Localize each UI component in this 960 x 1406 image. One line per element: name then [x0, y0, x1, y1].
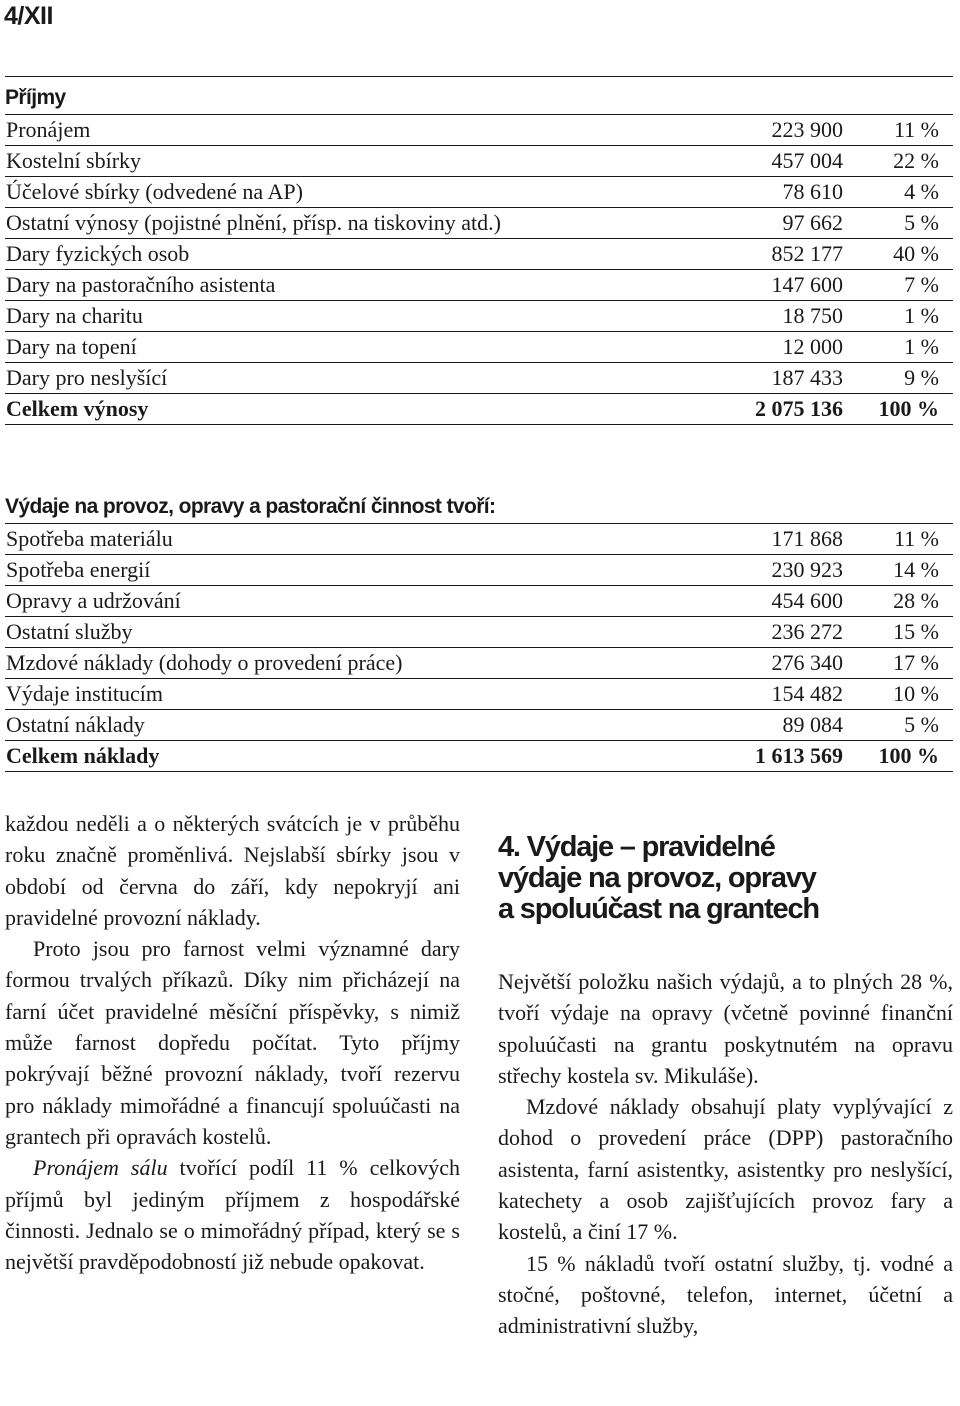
section-title-line: 4. Výdaje – pravidelné: [498, 831, 775, 863]
row-percent: 5 %: [847, 710, 953, 741]
row-label: Spotřeba energií: [5, 555, 703, 586]
row-percent: 14 %: [847, 555, 953, 586]
row-percent: 40 %: [847, 239, 953, 270]
expense-heading: Výdaje na provoz, opravy a pastorační činnost tvoří:: [5, 491, 953, 524]
paragraph: [5, 1152, 460, 1277]
expense-total-row: [5, 741, 953, 772]
table-row: [5, 710, 953, 741]
page-number: 4/XII: [4, 2, 53, 30]
left-text-column: [5, 808, 460, 1277]
row-percent: 5 %: [847, 208, 953, 239]
paragraph-rest: tvořící podíl 11 % celkových příjmů byl jediným příjmem z hospodářské činnosti. Jednalo se o mimořádný případ, který se s největší pravděpodobností již nebude opakovat.: [5, 1155, 460, 1275]
row-amount: 457 004: [703, 146, 847, 177]
total-amount: 1 613 569: [703, 741, 847, 772]
table-row: [5, 586, 953, 617]
row-amount: 236 272: [703, 617, 847, 648]
income-heading-row: [5, 82, 953, 115]
table-row: [5, 617, 953, 648]
row-percent: 7 %: [847, 270, 953, 301]
table-row: [5, 239, 953, 270]
row-amount: 187 433: [703, 363, 847, 394]
table-row: [5, 270, 953, 301]
row-percent: 22 %: [847, 146, 953, 177]
section-title-line: výdaje na provoz, opravy: [498, 862, 816, 894]
table-row: [5, 332, 953, 363]
row-percent: 28 %: [847, 586, 953, 617]
row-percent: 11 %: [847, 115, 953, 146]
table-row: [5, 648, 953, 679]
row-label: Ostatní služby: [5, 617, 703, 648]
emphasis: Pronájem sálu: [33, 1155, 168, 1181]
row-percent: 17 %: [847, 648, 953, 679]
row-label: Ostatní náklady: [5, 710, 703, 741]
paragraph: Největší položku našich výdajů, a to plných 28 %, tvoří výdaje na opravy (včetně povinné finanční spoluúčasti na grantu poskytnutém na opravu střechy kostela sv. Mikuláše).: [498, 969, 953, 1088]
expense-heading-row: [5, 491, 953, 524]
row-label: Dary pro neslyšící: [5, 363, 703, 394]
row-amount: 852 177: [703, 239, 847, 270]
row-amount: 89 084: [703, 710, 847, 741]
table-row: [5, 301, 953, 332]
row-label: Kostelní sbírky: [5, 146, 703, 177]
row-amount: 454 600: [703, 586, 847, 617]
row-label: Spotřeba materiálu: [5, 524, 703, 555]
row-label: Dary fyzických osob: [5, 239, 703, 270]
total-label: Celkem výnosy: [5, 394, 703, 425]
row-percent: 1 %: [847, 332, 953, 363]
total-percent: 100 %: [847, 394, 953, 425]
income-total-row: [5, 394, 953, 425]
section-title-line: a spoluúčast na grantech: [498, 893, 819, 925]
total-percent: 100 %: [847, 741, 953, 772]
row-amount: 223 900: [703, 115, 847, 146]
income-table-top-rule: [5, 76, 953, 77]
table-row: [5, 555, 953, 586]
income-table: [5, 82, 953, 425]
row-label: Mzdové náklady (dohody o provedení práce): [5, 648, 703, 679]
row-percent: 15 %: [847, 617, 953, 648]
paragraph: 15 % nákladů tvoří ostatní služby, tj. vodné a stočné, poštovné, telefon, internet, účetní a administrativní služby,: [498, 1250, 953, 1339]
expense-table: [5, 491, 953, 772]
total-amount: 2 075 136: [703, 394, 847, 425]
paragraph: Proto jsou pro farnost velmi významné dary formou trvalých příkazů. Díky nim přicházejí na farní účet pravidelné měsíční příspěvky, s nimiž může farnost dopředu počítat. Tyto příjmy pokrývají běžné provozní náklady, tvoří rezervu pro náklady mimořádné a financují spoluúčasti na grantech při opravách kostelů.: [5, 936, 460, 1149]
row-label: Účelové sbírky (odvedené na AP): [5, 177, 703, 208]
row-label: Dary na pastoračního asistenta: [5, 270, 703, 301]
row-label: Dary na charitu: [5, 301, 703, 332]
row-label: Dary na topení: [5, 332, 703, 363]
row-percent: 11 %: [847, 524, 953, 555]
table-row: [5, 177, 953, 208]
row-percent: 1 %: [847, 301, 953, 332]
row-label: Výdaje institucím: [5, 679, 703, 710]
income-heading: Příjmy: [5, 82, 953, 115]
row-amount: 154 482: [703, 679, 847, 710]
paragraph: Mzdové náklady obsahují platy vyplývající z dohod o provedení práce (DPP) pastoračního asistenta, farní asistentky, asistentky pro neslyšící, katechety a osob zajišťujících provoz fary a kostelů, a činí 17 %.: [498, 1094, 953, 1245]
row-amount: 171 868: [703, 524, 847, 555]
table-row: [5, 146, 953, 177]
row-label: Ostatní výnosy (pojistné plnění, přísp. na tiskoviny atd.): [5, 208, 703, 239]
table-row: [5, 679, 953, 710]
row-percent: 10 %: [847, 679, 953, 710]
row-amount: 230 923: [703, 555, 847, 586]
row-amount: 78 610: [703, 177, 847, 208]
total-label: Celkem náklady: [5, 741, 703, 772]
section-title: [498, 832, 953, 925]
row-amount: 12 000: [703, 332, 847, 363]
row-label: Opravy a udržování: [5, 586, 703, 617]
row-amount: 147 600: [703, 270, 847, 301]
row-percent: 4 %: [847, 177, 953, 208]
right-text-column: [498, 966, 953, 1342]
row-percent: 9 %: [847, 363, 953, 394]
table-row: [5, 208, 953, 239]
table-row: [5, 363, 953, 394]
paragraph: každou neděli a o některých svátcích je v průběhu roku značně proměnlivá. Nejslabší sbírky jsou v období od června do září, kdy nepokryjí ani pravidelné provozní náklady.: [5, 811, 460, 930]
table-row: [5, 524, 953, 555]
row-amount: 97 662: [703, 208, 847, 239]
row-amount: 276 340: [703, 648, 847, 679]
row-label: Pronájem: [5, 115, 703, 146]
table-row: [5, 115, 953, 146]
row-amount: 18 750: [703, 301, 847, 332]
